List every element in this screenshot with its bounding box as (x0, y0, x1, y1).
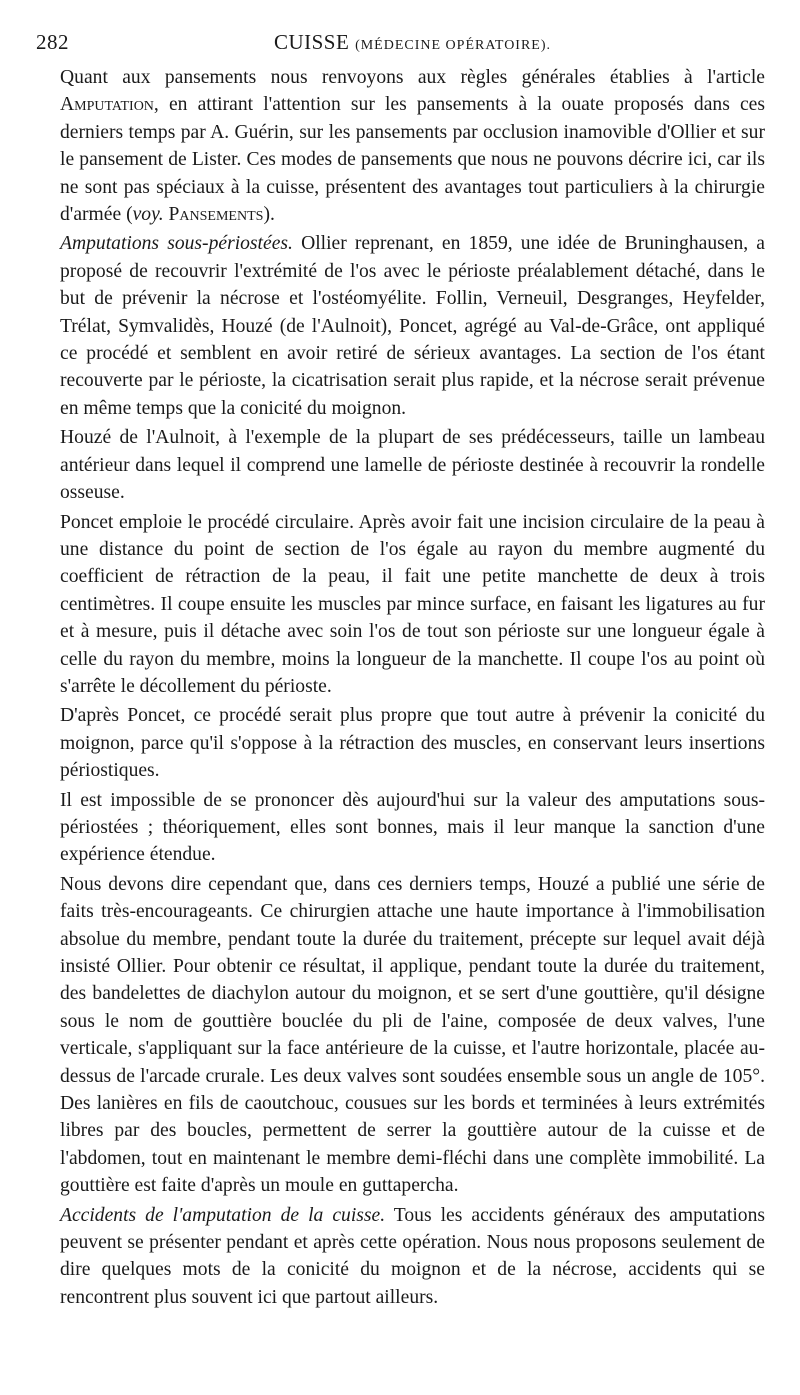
cross-reference: Amputation (60, 94, 154, 116)
section-heading: Amputations sous-périostées. (60, 233, 293, 255)
cross-reference: Pansements (168, 204, 264, 226)
running-head (60, 30, 765, 55)
paragraph-amputations-sous-periostees: Amputations sous-périostées. Ollier reprenant, en 1859, une idée de Bruninghausen, a proposé de recouvrir l'extrémité de l'os avec le périoste préalablement détaché, dans le but de prévenir la nécrose et l'ostéomyélite. Follin, Verneuil, Desgranges, Heyfelder, Trélat, Symvalidès, Houzé (de l'Aulnoit), Poncet, agrégé au Val-de-Grâce, ont appliqué ce procédé et semblent en avoir retiré de sérieux avantages. La section de l'os étant recouverte par le périoste, la cicatrisation serait plus rapide, et la nécrose serait prévenue en même temps que la conicité du moignon. (60, 233, 766, 419)
paragraph-pansements: Quant aux pansements nous renvoyons aux règles générales établies à l'article Amputation, en attirant l'attention sur les pansements à la ouate proposés dans ces derniers temps par A. Guérin, sur les pansements par occlusion inamovible d'Ollier et sur le pansement de Lister. Ces modes de pansements que nous ne pouvons décrire ici, car ils ne sont pas spéciaux à la cuisse, présentent des avantages tout particuliers à la chirurgie d'armée (voy. Pansements). (60, 67, 765, 226)
paragraph: D'après Poncet, ce procédé serait plus propre que tout autre à prévenir la conicité du moignon, parce qu'il s'oppose à la rétraction des muscles, en conservant leurs insertions périostiques. (60, 705, 765, 782)
running-title: CUISSE (273, 30, 350, 54)
paragraph: Nous devons dire cependant que, dans ces derniers temps, Houzé a publié une série de faits très-encourageants. Ce chirurgien attache une haute importance à l'immobilisation absolue du membre, pendant toute la durée du traitement, précepte sur lequel avait déjà insisté Ollier. Pour obtenir ce résultat, il applique, pendant toute la durée du traitement, des bandelettes de diachylon autour du moignon, et se sert d'une gouttière, qu'il désigne sous le nom de gouttière bouclée du pli de l'aine, composée de deux valves, l'une verticale, s'appliquant sur la face antérieure de la cuisse, et l'autre horizontale, placée au-dessus de l'arcade crurale. Les deux valves sont soudées ensemble sous un angle de 105°. Des lanières en fils de caoutchouc, cousues sur les bords et terminées à leurs extrémités libres par des boucles, permettent de serrer la gouttière autour de la cuisse et de l'abdomen, tout en maintenant le membre demi-fléchi dans une complète immobilité. La gouttière est faite d'après un moule en guttapercha. (60, 873, 765, 1197)
paragraph-accidents: Accidents de l'amputation de la cuisse. Tous les accidents généraux des amputations peuvent se présenter pendant et après cette opération. Nous nous proposons seulement de dire quelques mots de la conicité du moignon et de la nécrose, accidents qui se rencontrent plus souvent ici que partout ailleurs. (60, 1204, 765, 1308)
page (36, 30, 766, 1311)
paragraph: Houzé de l'Aulnoit, à l'exemple de la plupart de ses prédécesseurs, taille un lambeau antérieur dans lequel il comprend une lamelle de périoste destinée à recouvrir la rondelle osseuse. (60, 427, 765, 504)
see-also: voy. (132, 204, 164, 226)
body-text (60, 64, 765, 1311)
running-subtitle: (MÉDECINE OPÉRATOIRE). (355, 38, 552, 53)
page-header (36, 30, 765, 60)
page-number: 282 (36, 30, 69, 54)
section-heading: Accidents de l'amputation de la cuisse. (60, 1204, 386, 1226)
paragraph: Poncet emploie le procédé circulaire. Après avoir fait une incision circulaire de la peau à une distance du point de section de l'os égale au rayon du membre augmenté du coefficient de rétraction de la peau, il fait une petite manchette de deux à trois centimètres. Il coupe ensuite les muscles par mince surface, en faisant les ligatures au fur et à mesure, puis il détache avec soin l'os de tout son périoste sur une longueur égale à celle du rayon du membre, moins la longueur de la manchette. Il coupe l'os au point où s'arrête le décollement du périoste. (60, 511, 765, 697)
paragraph: Il est impossible de se prononcer dès aujourd'hui sur la valeur des amputations sous-périostées ; théoriquement, elles sont bonnes, mais il leur manque la sanction d'une expérience étendue. (60, 789, 765, 866)
